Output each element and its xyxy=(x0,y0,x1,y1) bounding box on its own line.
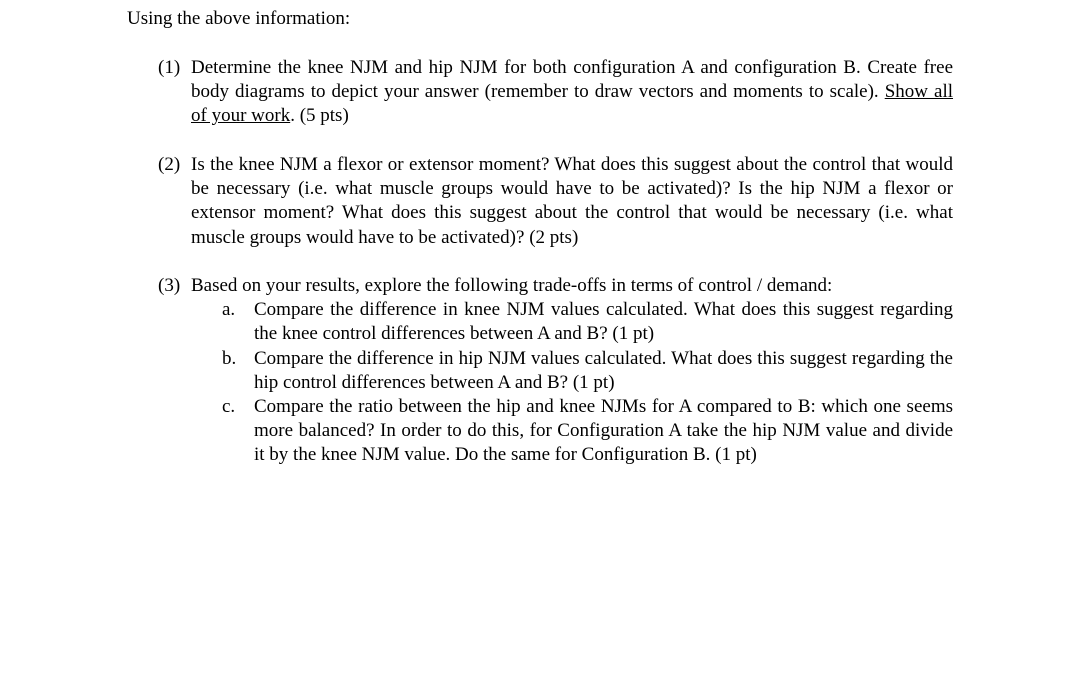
subitem-c-text: Compare the ratio between the hip and knee NJMs for A compared to B: which one seems more balanced? In order to do this, for Configuration A take the hip NJM value and divide it by the knee NJM value. Do the same for Configuration B. (1 pt) xyxy=(254,396,953,466)
question-2 xyxy=(158,153,953,250)
question-2-text: Is the knee NJM a flexor or extensor moment? What does this suggest about the control that would be necessary (i.e. what muscle groups would have to be activated)? Is the hip NJM a flexor or extensor moment? What does this suggest about the control that would be necessary (i.e. what muscle groups would have to be activated)? (2 pts) xyxy=(191,154,953,248)
question-3-text: Based on your results, explore the following trade-offs in terms of control / demand: xyxy=(191,275,833,296)
question-1-text-after: . (5 pts) xyxy=(290,105,349,127)
question-2-number: (2) xyxy=(158,154,181,175)
subitem-c-letter: c. xyxy=(222,396,236,418)
subitem-b-letter: b. xyxy=(222,347,237,369)
subitem-a-letter: a. xyxy=(222,299,236,321)
subitem-a-text: Compare the difference in knee NJM values calculated. What does this suggest regarding the knee control differences between A and B? (1 pt) xyxy=(254,299,953,345)
question-1 xyxy=(158,56,953,129)
subitem-b-text: Compare the difference in hip NJM values calculated. What does this suggest regarding the hip control differences between A and B? (1 pt) xyxy=(254,347,953,393)
question-1-number: (1) xyxy=(158,57,181,78)
intro-text: Using the above information: xyxy=(127,8,351,29)
question-1-text-before: Determine the knee NJM and hip NJM for both configuration A and configuration B. Create free body diagrams to depict your answer (remember to draw vectors and moments to scale). xyxy=(191,57,953,103)
question-1-text xyxy=(191,56,953,129)
subitem-b xyxy=(222,347,953,395)
subitem-c xyxy=(222,395,953,468)
question-3-subitems xyxy=(158,298,953,467)
question-1-underlined: Show all of your work xyxy=(191,81,954,127)
question-3 xyxy=(158,274,953,468)
question-3-number: (3) xyxy=(158,275,181,296)
subitem-a xyxy=(222,298,953,346)
